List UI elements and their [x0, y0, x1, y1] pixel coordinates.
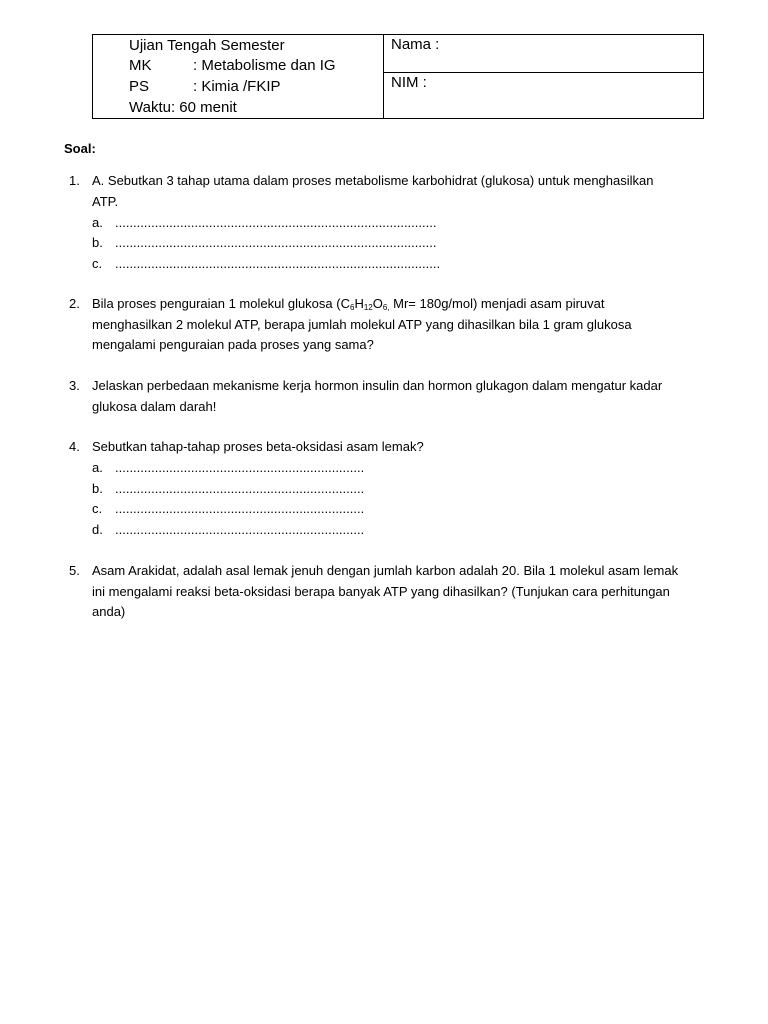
option-letter: b. [92, 481, 103, 496]
answer-line-d [92, 520, 364, 541]
option-letter: d. [92, 522, 103, 537]
formula-prefix: Bila proses penguraian 1 molekul glukosa (C [92, 296, 350, 311]
answer-line-a [92, 458, 364, 479]
course-info-cell [93, 35, 384, 118]
question-number: 3. [69, 378, 80, 393]
course-row [129, 56, 336, 77]
question-line: mengalami penguraian pada proses yang sama? [92, 337, 374, 353]
question-number: 1. [69, 173, 80, 188]
answer-line-a [92, 213, 436, 234]
exam-duration: Waktu: 60 menit [129, 99, 237, 116]
program-value: : Kimia /FKIP [193, 78, 281, 95]
option-letter: a. [92, 215, 103, 230]
question-line: Asam Arakidat, adalah asal lemak jenuh dengan jumlah karbon adalah 20. Bila 1 molekul asam lemak [92, 563, 679, 578]
questions-heading: Soal: [64, 141, 96, 156]
answer-line-c [92, 254, 440, 275]
question-number: 2. [69, 296, 80, 311]
question-line: ini mengalami reaksi beta-oksidasi berapa banyak ATP yang dihasilkan? (Tunjukan cara perhitungan [92, 583, 670, 599]
subscript-c: 6 [349, 303, 355, 312]
formula-suffix: Mr= 180g/mol) menjadi asam piruvat [389, 296, 605, 311]
program-row [129, 77, 281, 98]
answer-blank: .......................................................................................... [115, 256, 441, 271]
question-text [92, 437, 728, 458]
question-line: Sebutkan tahap-tahap proses beta-oksidasi asam lemak? [92, 439, 424, 454]
question-text [92, 561, 728, 623]
question-line: menghasilkan 2 molekul ATP, berapa jumlah molekul ATP yang dihasilkan bila 1 gram glukosa [92, 316, 632, 332]
name-cell [384, 35, 703, 73]
question-text [92, 376, 728, 417]
option-letter: b. [92, 235, 103, 250]
nim-cell [384, 73, 703, 118]
course-value: : Metabolisme dan IG [193, 57, 336, 74]
question-line: Jelaskan perbedaan mekanisme kerja hormon insulin dan hormon glukagon dalam mengatur kadar [92, 378, 663, 393]
exam-title: Ujian Tengah Semester [129, 37, 285, 54]
answer-blank: ......................................................................................... [115, 235, 437, 250]
answer-line-b [92, 479, 364, 500]
name-label: Nama : [391, 36, 440, 53]
answer-blank: ..................................................................... [115, 460, 365, 475]
formula-h: H [354, 296, 364, 311]
question-line: anda) [92, 604, 126, 620]
exam-header-table [92, 34, 704, 119]
question-text [92, 171, 728, 212]
option-letter: c. [92, 256, 103, 271]
answer-blank: ..................................................................... [115, 522, 365, 537]
formula-o: O [372, 296, 383, 311]
answer-blank: ..................................................................... [115, 481, 365, 496]
answer-line-b [92, 233, 436, 254]
answer-blank: ..................................................................... [115, 501, 365, 516]
nim-label: NIM : [391, 74, 427, 91]
question-number: 4. [69, 439, 80, 454]
question-line: A. Sebutkan 3 tahap utama dalam proses metabolisme karbohidrat (glukosa) untuk menghasilkan [92, 173, 654, 188]
subscript-h: 12 [363, 303, 373, 312]
question-line: ATP. [92, 193, 119, 209]
answer-line-c [92, 499, 364, 520]
option-letter: c. [92, 501, 103, 516]
question-line: glukosa dalam darah! [92, 398, 217, 414]
question-number: 5. [69, 563, 80, 578]
course-key: MK [129, 57, 152, 74]
answer-blank: ......................................................................................... [115, 215, 437, 230]
question-text [92, 294, 728, 356]
subscript-o: 6, [382, 303, 390, 312]
program-key: PS [129, 78, 150, 95]
question-line [92, 294, 728, 315]
option-letter: a. [92, 460, 103, 475]
